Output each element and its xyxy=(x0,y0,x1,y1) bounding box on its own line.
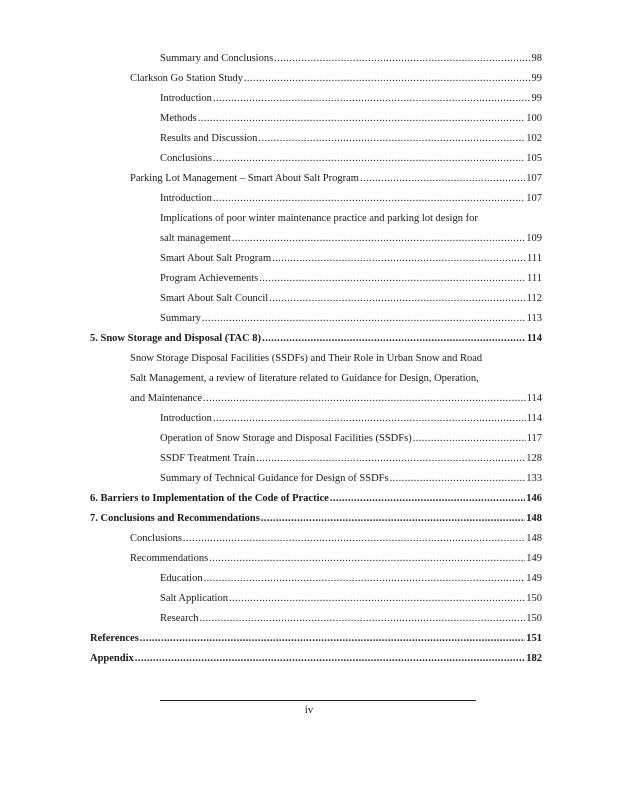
toc-entry-page: 102 xyxy=(526,133,542,144)
toc-entry-page: 98 xyxy=(531,53,542,64)
toc-entry-label: Clarkson Go Station Study xyxy=(130,73,243,84)
toc-dot-leader xyxy=(360,172,525,186)
toc-entry-page: 107 xyxy=(526,173,542,184)
toc-dot-leader xyxy=(213,92,531,106)
toc-entry-wrapped-line: Salt Management, a review of literature related to Guidance for Design, Operation, xyxy=(130,373,479,384)
toc-entry-label: 6. Barriers to Implementation of the Code of Practice xyxy=(90,493,329,504)
toc-dot-leader xyxy=(244,72,531,86)
toc-entry-label: Appendix xyxy=(90,653,134,664)
toc-dot-leader xyxy=(258,132,525,146)
toc-entry-label: References xyxy=(90,633,139,644)
toc-dot-leader xyxy=(183,532,525,546)
toc-entry-page: 182 xyxy=(526,653,542,664)
toc-dot-leader xyxy=(213,192,525,206)
toc-entry-page: 105 xyxy=(526,153,542,164)
toc-entry-page: 150 xyxy=(526,593,542,604)
toc-chapter-entry xyxy=(90,652,542,666)
toc-dot-leader xyxy=(213,152,525,166)
toc-dot-leader xyxy=(259,272,526,286)
toc-entry xyxy=(160,432,542,446)
toc-dot-leader xyxy=(202,312,526,326)
toc-dot-leader xyxy=(213,412,526,426)
toc-entry-label: Smart About Salt Program xyxy=(160,253,272,264)
toc-entry xyxy=(160,192,542,206)
toc-entry xyxy=(130,552,542,566)
toc-dot-leader xyxy=(256,452,525,466)
toc-entry-label: 7. Conclusions and Recommendations xyxy=(90,513,260,524)
toc-dot-leader xyxy=(199,612,525,626)
toc-entry xyxy=(130,392,542,406)
toc-entry-page: 149 xyxy=(526,553,542,564)
toc-entry-page: 133 xyxy=(526,473,542,484)
toc-entry-page: 109 xyxy=(526,233,542,244)
toc-entry-page: 114 xyxy=(526,333,542,344)
toc-entry-page: 150 xyxy=(526,613,542,624)
toc-dot-leader xyxy=(272,252,526,266)
toc-entry xyxy=(160,232,542,246)
toc-entry-page: 111 xyxy=(527,273,542,284)
toc-dot-leader xyxy=(135,652,525,666)
toc-entry-label: 5. Snow Storage and Disposal (TAC 8) xyxy=(90,333,262,344)
toc-entry-page: 117 xyxy=(526,433,542,444)
toc-entry xyxy=(160,472,542,486)
toc-dot-leader xyxy=(274,52,530,66)
toc-entry-label: Salt Application xyxy=(160,593,228,604)
toc-entry-page: 99 xyxy=(531,93,542,104)
toc-dot-leader xyxy=(232,232,525,246)
toc-entry-label: SSDF Treatment Train xyxy=(160,453,256,464)
toc-dot-leader xyxy=(390,472,526,486)
toc-dot-leader xyxy=(262,332,526,346)
toc-dot-leader xyxy=(209,552,525,566)
toc-entry xyxy=(160,52,542,66)
toc-dot-leader xyxy=(203,392,526,406)
toc-entry-label: Summary and Conclusions xyxy=(160,53,274,64)
toc-entry-page: 151 xyxy=(526,633,542,644)
toc-chapter-entry xyxy=(90,632,542,646)
toc-entry-wrapped-line: Snow Storage Disposal Facilities (SSDFs) and Their Role in Urban Snow and Road xyxy=(130,353,483,364)
toc-entry-page: 114 xyxy=(526,393,542,404)
toc-entry xyxy=(160,612,542,626)
toc-entry-label: Parking Lot Management – Smart About Salt Program xyxy=(130,173,359,184)
toc-entry xyxy=(130,172,542,186)
toc-entry xyxy=(160,132,542,146)
toc-entry-page: 113 xyxy=(526,313,542,324)
toc-entry-page: 149 xyxy=(526,573,542,584)
toc-entry-label: Education xyxy=(160,573,203,584)
toc-dot-leader xyxy=(140,632,525,646)
toc-entry-page: 148 xyxy=(526,533,542,544)
toc-entry-label: and Maintenance xyxy=(130,393,203,404)
toc-chapter-entry xyxy=(90,492,542,506)
toc-entry-page: 107 xyxy=(526,193,542,204)
toc-dot-leader xyxy=(198,112,526,126)
toc-dot-leader xyxy=(413,432,526,446)
toc-entry-wrapped-line: Implications of poor winter maintenance practice and parking lot design for xyxy=(160,213,478,224)
toc-entry xyxy=(130,532,542,546)
toc-entry-page: 146 xyxy=(526,493,542,504)
footer-divider xyxy=(160,700,476,701)
toc-entry-label: Summary of Technical Guidance for Design of SSDFs xyxy=(160,473,389,484)
toc-entry-page: 99 xyxy=(531,73,542,84)
toc-entry-page: 128 xyxy=(526,453,542,464)
toc-entry-label: Introduction xyxy=(160,193,212,204)
toc-entry xyxy=(160,272,542,286)
toc-entry-page: 100 xyxy=(526,113,542,124)
toc-entry xyxy=(160,252,542,266)
toc-entry xyxy=(160,592,542,606)
toc-dot-leader xyxy=(204,572,526,586)
toc-entry-label: Results and Discussion xyxy=(160,133,258,144)
toc-entry-label: Smart About Salt Council xyxy=(160,293,269,304)
toc-entry-label: Introduction xyxy=(160,93,212,104)
toc-chapter-entry xyxy=(90,512,542,526)
toc-entry-page: 114 xyxy=(526,413,542,424)
toc-entry xyxy=(160,152,542,166)
toc-entry-label: Conclusions xyxy=(160,153,212,164)
toc-entry xyxy=(160,292,542,306)
toc-dot-leader xyxy=(229,592,525,606)
toc-entry-label: Summary xyxy=(160,313,201,324)
toc-entry-label: Conclusions xyxy=(130,533,182,544)
toc-chapter-entry xyxy=(90,332,542,346)
toc-entry-label: salt management xyxy=(160,233,231,244)
toc-entry-page: 111 xyxy=(527,253,542,264)
toc-entry-page: 112 xyxy=(526,293,542,304)
toc-entry-label: Research xyxy=(160,613,199,624)
toc-entry xyxy=(160,112,542,126)
toc-entry xyxy=(160,572,542,586)
toc-entry-label: Introduction xyxy=(160,413,212,424)
toc-entry xyxy=(130,72,542,86)
toc-entry xyxy=(160,452,542,466)
toc-entry-label: Program Achievements xyxy=(160,273,259,284)
toc-entry xyxy=(160,412,542,426)
toc-entry-label: Methods xyxy=(160,113,197,124)
page-number: iv xyxy=(304,704,314,716)
toc-dot-leader xyxy=(330,492,525,506)
toc-entry xyxy=(160,312,542,326)
toc-dot-leader xyxy=(269,292,525,306)
toc-dot-leader xyxy=(261,512,525,526)
toc-entry xyxy=(160,92,542,106)
toc-entry-page: 148 xyxy=(526,513,542,524)
toc-entry-label: Operation of Snow Storage and Disposal Facilities (SSDFs) xyxy=(160,433,412,444)
toc-entry-label: Recommendations xyxy=(130,553,209,564)
